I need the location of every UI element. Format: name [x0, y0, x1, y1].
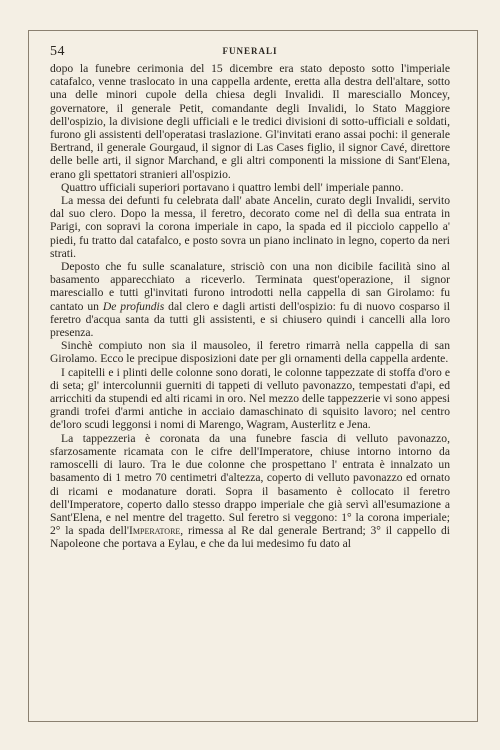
running-title: FUNERALI — [222, 46, 278, 56]
paragraph — [50, 366, 450, 432]
text-run: I capitelli e i plinti delle colonne sono dorati, le colonne tappezzate di stoffa d'oro e di seta; gl' intercolunnii guerniti di tappeti di velluto pavonazzo, tempestati d'api, ed arricchiti da stupendi ed alti ricami in oro. Nel mezzo delle tappezzerie vi sono appesi grandi trofei d'armi antiche in acciaio damaschinato di squisito lavoro; nel centro de'loro scudi leggonsi i nomi di Marengo, Wagram, Austerlitz e Jena. — [50, 365, 450, 432]
body-text — [50, 62, 450, 551]
text-run: Sinchè compiuto non sia il mausoleo, il feretro rimarrà nella cappella di san Girolamo. Ecco le precipue disposizioni date per gli ornamenti della cappella ardente. — [50, 339, 450, 366]
paragraph — [50, 181, 450, 194]
text-run: La tappezzeria è coronata da una funebre fascia di velluto pavonazzo, sfarzosamente ricamata con le cifre dell'Imperatore, chiuse intorno intorno da ramoscelli di lauro. Tra le due colonne che prospettano l' entrata è innalzato un basamento di 1 metro 70 centimetri d'altezza, coperto di velluto pavonazzo ed ornato di ricami e modanature dorati. Sopra il basamento è collocato il feretro dell'Imperatore, coperto dallo stesso drappo imperiale che già servì all'esumazione a Sant'Elena, e nel mentre del tragetto. Sul feretro si veggono: 1° la corona imperiale; 2° la spada dell' — [50, 431, 450, 538]
text-run: dopo la funebre cerimonia del 15 dicembre era stato deposto sotto l'imperiale catafalco, venne traslocato in una cappella ardente, eretta alla destra dell'altare, sotto una delle minori cupole della chiesa degli Invalidi. Il maresciallo Moncey, governatore, il generale Petit, comandante degli Invalidi, lo Stato Maggiore dell'ospizio, la divisione degli ufficiali e le tredici divisioni di sotto-ufficiali e soldati, furono gli assistenti dell'operatasi traslazione. Gl'invitati erano assai pochi: il generale Bertrand, il generale Gourgaud, il signor di Las Cases figlio, il signor Cavé, direttore delle belle arti, il signor Marchand, e gli altri componenti la missione di Sant'Elena, erano gli spettatori stranieri all'ospizio. — [50, 62, 450, 181]
text-run: Quattro ufficiali superiori portavano i quattro lembi dell' imperiale panno. — [61, 180, 404, 194]
paragraph — [50, 194, 450, 260]
text-run: dal clero e dagli artisti dell'ospizio: fu di nuovo cosparso il feretro d'acqua santa da tutti gli assistenti, e si chiusero quindi i cancelli alla loro presenza. — [50, 299, 451, 340]
page-header — [50, 44, 450, 64]
paragraph — [50, 260, 450, 339]
text-run: , rimessa al Re dal generale Bertrand; 3° il cappello di Napoleone che portava a Eylau, e che da lui medesimo fu dato al — [50, 524, 450, 551]
small-caps-text: Imperatore — [129, 524, 181, 538]
paragraph — [50, 432, 450, 551]
text-run: Deposto che fu sulle scanalature, strisciò con una non dicibile facilità sino al basamento apparecchiato a riceverlo. Terminata quest'operazione, il signor maresciallo e tutti gl'invitati furono introdotti nella cappella di san Girolamo: fu cantato un — [50, 260, 450, 313]
italic-text: De profundis — [102, 299, 165, 313]
paragraph — [50, 62, 450, 181]
page-number: 54 — [50, 44, 65, 59]
text-run: La messa dei defunti fu celebrata dall' abate Ancelin, curato degli Invalidi, servito dal suo clero. Dopo la messa, il feretro, decorato come nel dì della sua entrata in Parigi, con sopravi la corona imperiale in capo, la spada ed il picciolo cappello a' piedi, fu tratto dal catafalco, e posto sovra un piano inclinato in legno, coperto da neri strati. — [50, 194, 450, 260]
paragraph — [50, 339, 450, 365]
